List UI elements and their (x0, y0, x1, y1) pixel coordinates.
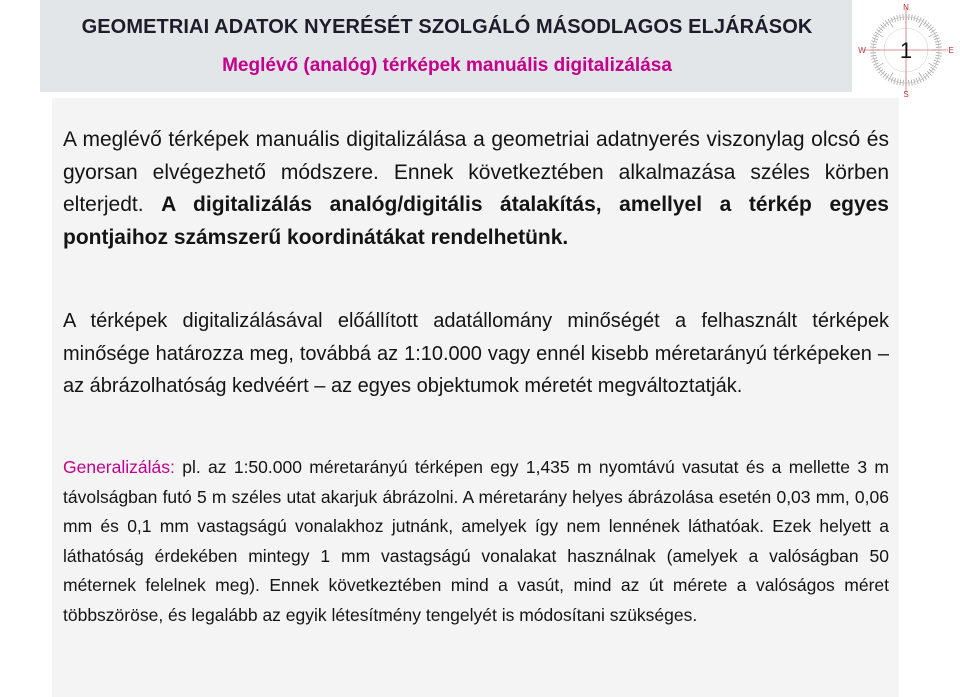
paragraph-quality-text-a: A térképek digitalizálásával előállított adatállomány minőségét a felhasznált térképek minősége határozza meg, továbbá az 1:10.000 vagy ennél kisebb méretarányú térképeken (63, 310, 889, 365)
compass-south-label: S (903, 90, 909, 99)
paragraph-intro-text: A meglévő térképek manuális digitalizálása a geometriai adatnyerés viszonylag olcsó és gyorsan elvégezhető módszere. Ennek következtében alkalmazása széles körben elterjedt. (63, 128, 889, 217)
compass-west-label: W (858, 46, 866, 55)
dash-2: – (314, 375, 326, 398)
dash-1: – (877, 342, 889, 365)
compass-north-label: N (903, 3, 909, 12)
generalization-term: Generalizálás: (63, 457, 175, 477)
paragraph-intro (63, 124, 889, 254)
slide-title: GEOMETRIAI ADATOK NYERÉSÉT SZOLGÁLÓ MÁSODLAGOS ELJÁRÁSOK (81, 16, 813, 38)
paragraph-quality-text-c: az egyes objektumok méretét megváltoztatják. (325, 375, 743, 398)
compass-east-label: E (948, 46, 954, 55)
paragraph-generalization (63, 453, 889, 630)
slide-content (52, 98, 899, 697)
slide-header (40, 0, 852, 92)
paragraph-quality-text-b: az ábrázolhatóság kedvéért (63, 375, 315, 398)
page-number: 1 (899, 38, 913, 63)
slide-subtitle: Meglévő (analóg) térképek manuális digitalizálása (222, 55, 672, 76)
paragraph-quality (63, 305, 889, 403)
generalization-text: pl. az 1:50.000 méretarányú térképen egy 1,435 m nyomtávú vasutat és a mellette 3 m távolságban futó 5 m széles utat akarjuk ábrázolni. A méretarány helyes ábrázolása esetén 0,03 mm, 0,06 mm és 0,1 mm vastagságú vonalakhoz jutnánk, amelyek így nem lennének láthatóak. Ezek helyett a láthatóság érdekében mintegy 1 mm vastagságú vonalakat használnak (amelyek a valóságban 50 méternek felelnek meg). Ennek következtében mind a vasút, mind az út mérete a valóságos méret többszöröse, és legalább az egyik létesítmény tengelyét is módosítani szükséges. (63, 457, 889, 625)
paragraph-intro-bold: A digitalizálás analóg/digitális átalakítás, amellyel a térkép egyes pontjaihoz számszerű koordinátákat rendelhetünk. (63, 193, 889, 249)
compass-rose-icon (855, 0, 960, 100)
